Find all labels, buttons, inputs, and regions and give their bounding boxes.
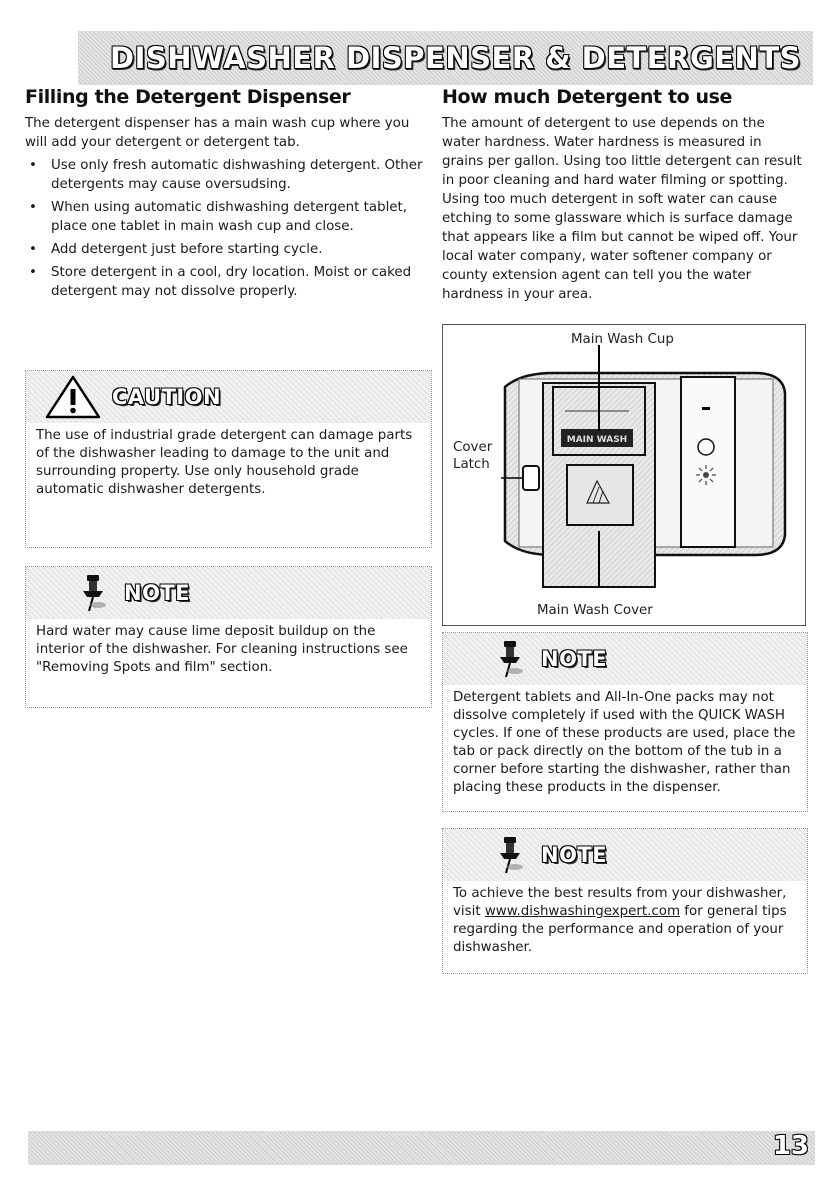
note-text [443, 881, 807, 965]
bullet-text: Store detergent in a cool, dry location. Moist or caked detergent may not dissolve properly. [51, 265, 412, 299]
note-banner [443, 829, 807, 881]
how-much-heading: How much Detergent to use [442, 86, 733, 108]
note-box-tablets [442, 632, 808, 812]
list-item [25, 263, 433, 301]
diagram-label-main-wash-cup: Main Wash Cup [571, 332, 674, 347]
page-title-banner [78, 31, 813, 85]
caution-banner [26, 371, 431, 423]
bullet-marker: • [29, 200, 37, 215]
note-text: Detergent tablets and All-In-One packs may not dissolve completely if used with the QUICK WASH cycles. If one of these products are used, place the tab or pack directly on the bottom of the tub in a corner before starting the dishwasher, rather than placing these products in the dispenser. [453, 690, 796, 795]
note-label: NOTE [124, 581, 191, 605]
bullet-text: When using automatic dishwashing detergent tablet, place one tablet in main wash cup and close. [51, 200, 408, 234]
caution-box [25, 370, 432, 548]
footer-bar [28, 1131, 815, 1165]
filling-section [25, 86, 433, 305]
list-item [25, 198, 433, 236]
diagram-label-latch: Latch [453, 457, 490, 472]
note-box-best-results [442, 828, 808, 974]
bullet-marker: • [29, 265, 37, 280]
page-number: 13 [772, 1131, 809, 1161]
caution-text: The use of industrial grade detergent can damage parts of the dishwasher leading to damage to the unit and surrounding property. Use only household grade automatic dishwasher detergents. [36, 428, 413, 497]
bullet-marker: • [29, 242, 37, 257]
note-banner [26, 567, 431, 619]
dispenser-diagram [442, 324, 806, 626]
how-much-section [442, 86, 807, 304]
note-label: NOTE [541, 843, 608, 867]
caution-label: CAUTION [112, 385, 222, 409]
note-text-end: for general tips regarding the performance and operation of your dishwasher. [453, 904, 787, 955]
list-item [25, 156, 433, 194]
note-text: Hard water may cause lime deposit buildup on the interior of the dishwasher. For cleaning instructions see "Removing Spots and film" section. [36, 624, 408, 675]
bullet-text: Add detergent just before starting cycle. [51, 242, 323, 257]
pushpin-icon [495, 833, 529, 877]
how-much-text: The amount of detergent to use depends on the water hardness. Water hardness is measured in grains per gallon. Using too little detergent can result in poor cleaning and hard water filming or spotting. Using too much detergent in soft water can cause etching to some glassware which is surface damage that appears like a film but cannot be wiped off. Your local water company, water softener company or county extension agent can tell you the water hardness in your area. [442, 116, 802, 302]
note-label: NOTE [541, 647, 608, 671]
filling-bullet-list [25, 156, 433, 301]
note-banner [443, 633, 807, 685]
page-title: DISHWASHER DISPENSER & DETERGENTS [110, 41, 801, 75]
pushpin-icon [495, 637, 529, 681]
filling-heading: Filling the Detergent Dispenser [25, 86, 351, 108]
pushpin-icon [78, 571, 112, 615]
bullet-text: Use only fresh automatic dishwashing detergent. Other detergents may cause oversudsing. [51, 158, 423, 192]
note-box-hard-water [25, 566, 432, 708]
cup-text: MAIN WASH [566, 435, 628, 445]
dishwashing-expert-link[interactable]: www.dishwashingexpert.com [484, 904, 681, 919]
dispenser-illustration [443, 325, 805, 625]
warning-triangle-icon [44, 374, 102, 420]
bullet-marker: • [29, 158, 37, 173]
filling-intro: The detergent dispenser has a main wash cup where you will add your detergent or detergent tab. [25, 116, 410, 150]
diagram-label-main-wash-cover: Main Wash Cover [537, 603, 653, 618]
list-item [25, 240, 433, 259]
note-text-start: To achieve the best results from your dishwasher, visit [453, 886, 787, 919]
diagram-label-cover: Cover [453, 440, 493, 455]
